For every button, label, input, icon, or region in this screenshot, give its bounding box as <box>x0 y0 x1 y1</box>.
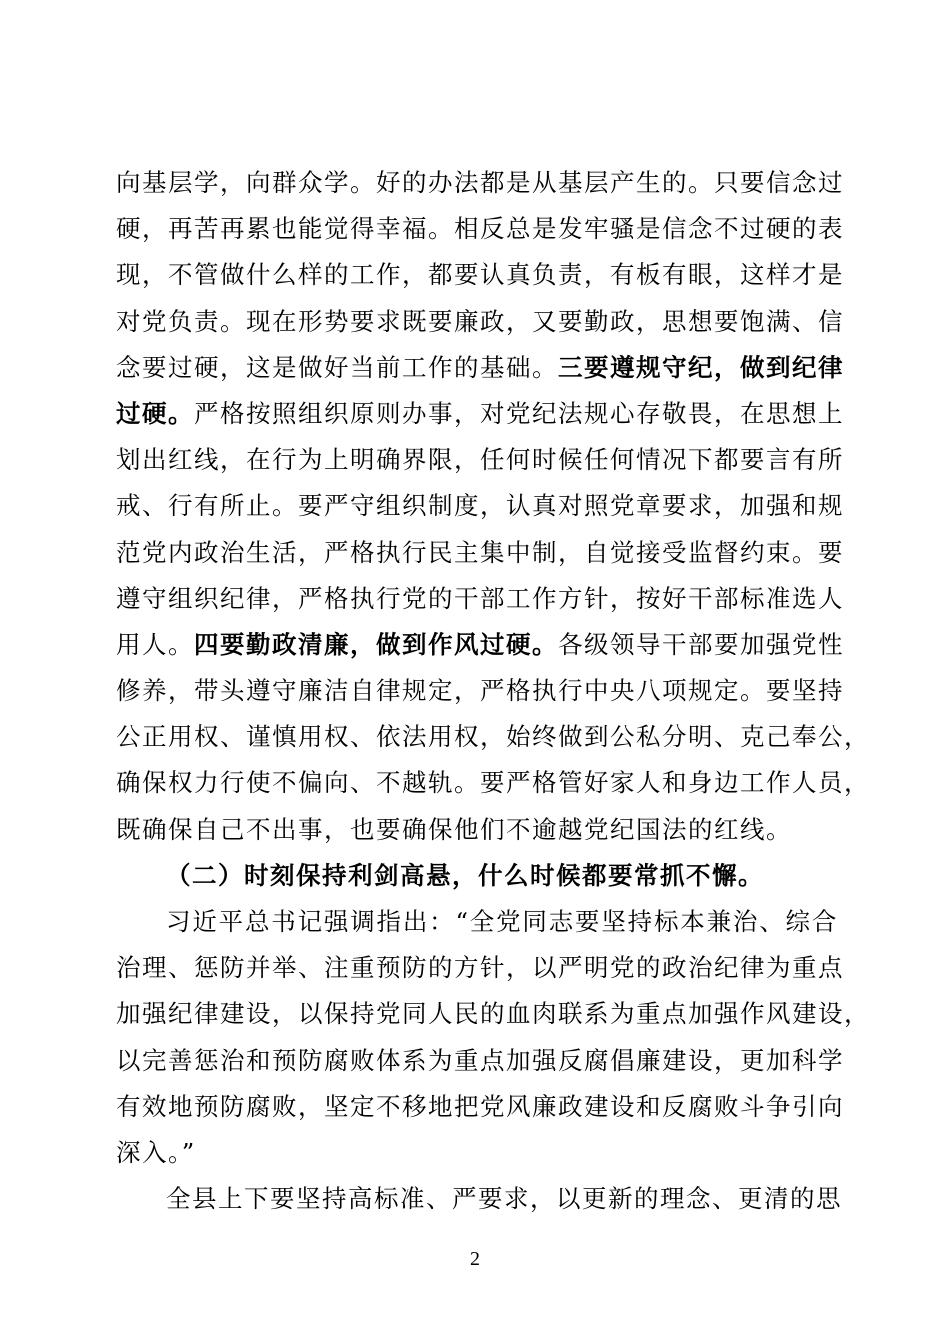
text-line: 有 效 地 预 防 腐 败 ， 坚 定 不 移 地 把 党 风 廉 政 建 设 和 反 腐 败 斗 争 引 向 <box>116 1091 844 1121</box>
text-line <box>116 1130 838 1176</box>
bold-text-segment: （二）时刻保持利剑高悬，什么时候都要常抓不懈。 <box>166 860 764 890</box>
page-number: 2 <box>470 1248 480 1270</box>
text-line: 确 保 权 力 行 使 不 偏 向 、 不 越 轨 。 要 严 格 管 好 家 人 和 身 边 工 作 人 员 ， <box>116 768 870 798</box>
text-line: 过 硬 。 严 格 按 照 组 织 原 则 办 事 ， 对 党 纪 法 规 心 存 敬 畏 ， 在 思 想 上 <box>116 398 844 428</box>
text-line: 向 基 层 学 ， 向 群 众 学 。 好 的 办 法 都 是 从 基 层 产 生 的 。 只 要 信 念 过 <box>116 168 844 197</box>
text-line: 戒 、 行 有 所 止 。 要 严 守 组 织 制 度 ， 认 真 对 照 党 章 要 求 ， 加 强 和 规 <box>116 491 844 521</box>
text-line: 遵 守 组 织 纪 律 ， 严 格 执 行 党 的 干 部 工 作 方 针 ， 按 好 干 部 标 准 选 人 <box>116 583 844 613</box>
text-line <box>116 807 838 853</box>
text-line: 加 强 纪 律 建 设 ， 以 保 持 党 同 人 民 的 血 肉 联 系 为 重 点 加 强 作 风 建 设 ， <box>116 999 870 1029</box>
text-line: 全 县 上 下 要 坚 持 高 标 准 、 严 要 求 ， 以 更 新 的 理 念 、 更 清 的 思 <box>166 1184 842 1214</box>
body-text <box>116 160 870 1222</box>
text-line: 范 党 内 政 治 生 活 ， 严 格 执 行 民 主 集 中 制 ， 自 觉 接 受 监 督 约 束 。 要 <box>116 537 844 567</box>
text-line: 治 理 、 惩 防 并 举 、 注 重 预 防 的 方 针 ， 以 严 明 党 的 政 治 纪 律 为 重 点 <box>116 953 844 983</box>
text-line: 修 养 ， 带 头 遵 守 廉 洁 自 律 规 定 ， 严 格 执 行 中 央 八 项 规 定 。 要 坚 持 <box>116 676 844 706</box>
text-line: 用 人 。 四 要 勤 政 清 廉 ， 做 到 作 风 过 硬 。 各 级 领 导 干 部 要 加 强 党 性 <box>116 629 844 659</box>
text-line: 以 完 善 惩 治 和 预 防 腐 败 体 系 为 重 点 加 强 反 腐 倡 廉 建 设 ， 更 加 科 学 <box>116 1045 844 1075</box>
text-line: 硬 ， 再 苦 再 累 也 能 觉 得 幸 福 。 相 反 总 是 发 牢 骚 是 信 念 不 过 硬 的 表 <box>116 214 844 244</box>
text-line: 现 ， 不 管 做 什 么 样 的 工 作 ， 都 要 认 真 负 责 ， 有 板 有 眼 ， 这 样 才 是 <box>116 260 844 290</box>
text-line <box>116 853 838 899</box>
text-line: 对 党 负 责 。 现 在 形 势 要 求 既 要 廉 政 ， 又 要 勤 政 ， 思 想 要 饱 满 、 信 <box>116 306 844 336</box>
text-line: 公 正 用 权 、 谨 慎 用 权 、 依 法 用 权 ， 始 终 做 到 公 私 分 明 、 克 己 奉 公 ， <box>116 722 870 752</box>
text-segment: 深入。” <box>116 1137 196 1167</box>
text-segment: 既确保自己不出事，也要确保他们不逾越党纪国法的红线。 <box>116 814 792 844</box>
text-line: 划 出 红 线 ， 在 行 为 上 明 确 界 限 ， 任 何 时 候 任 何 情 况 下 都 要 言 有 所 <box>116 445 844 475</box>
text-line: 习 近 平 总 书 记 强 调 指 出 ： “ 全 党 同 志 要 坚 持 标 本 兼 治 、 综 合 <box>166 907 838 936</box>
text-line: 念 要 过 硬 ， 这 是 做 好 当 前 工 作 的 基 础 。 三 要 遵 规 守 纪 ， 做 到 纪 律 <box>116 352 844 382</box>
